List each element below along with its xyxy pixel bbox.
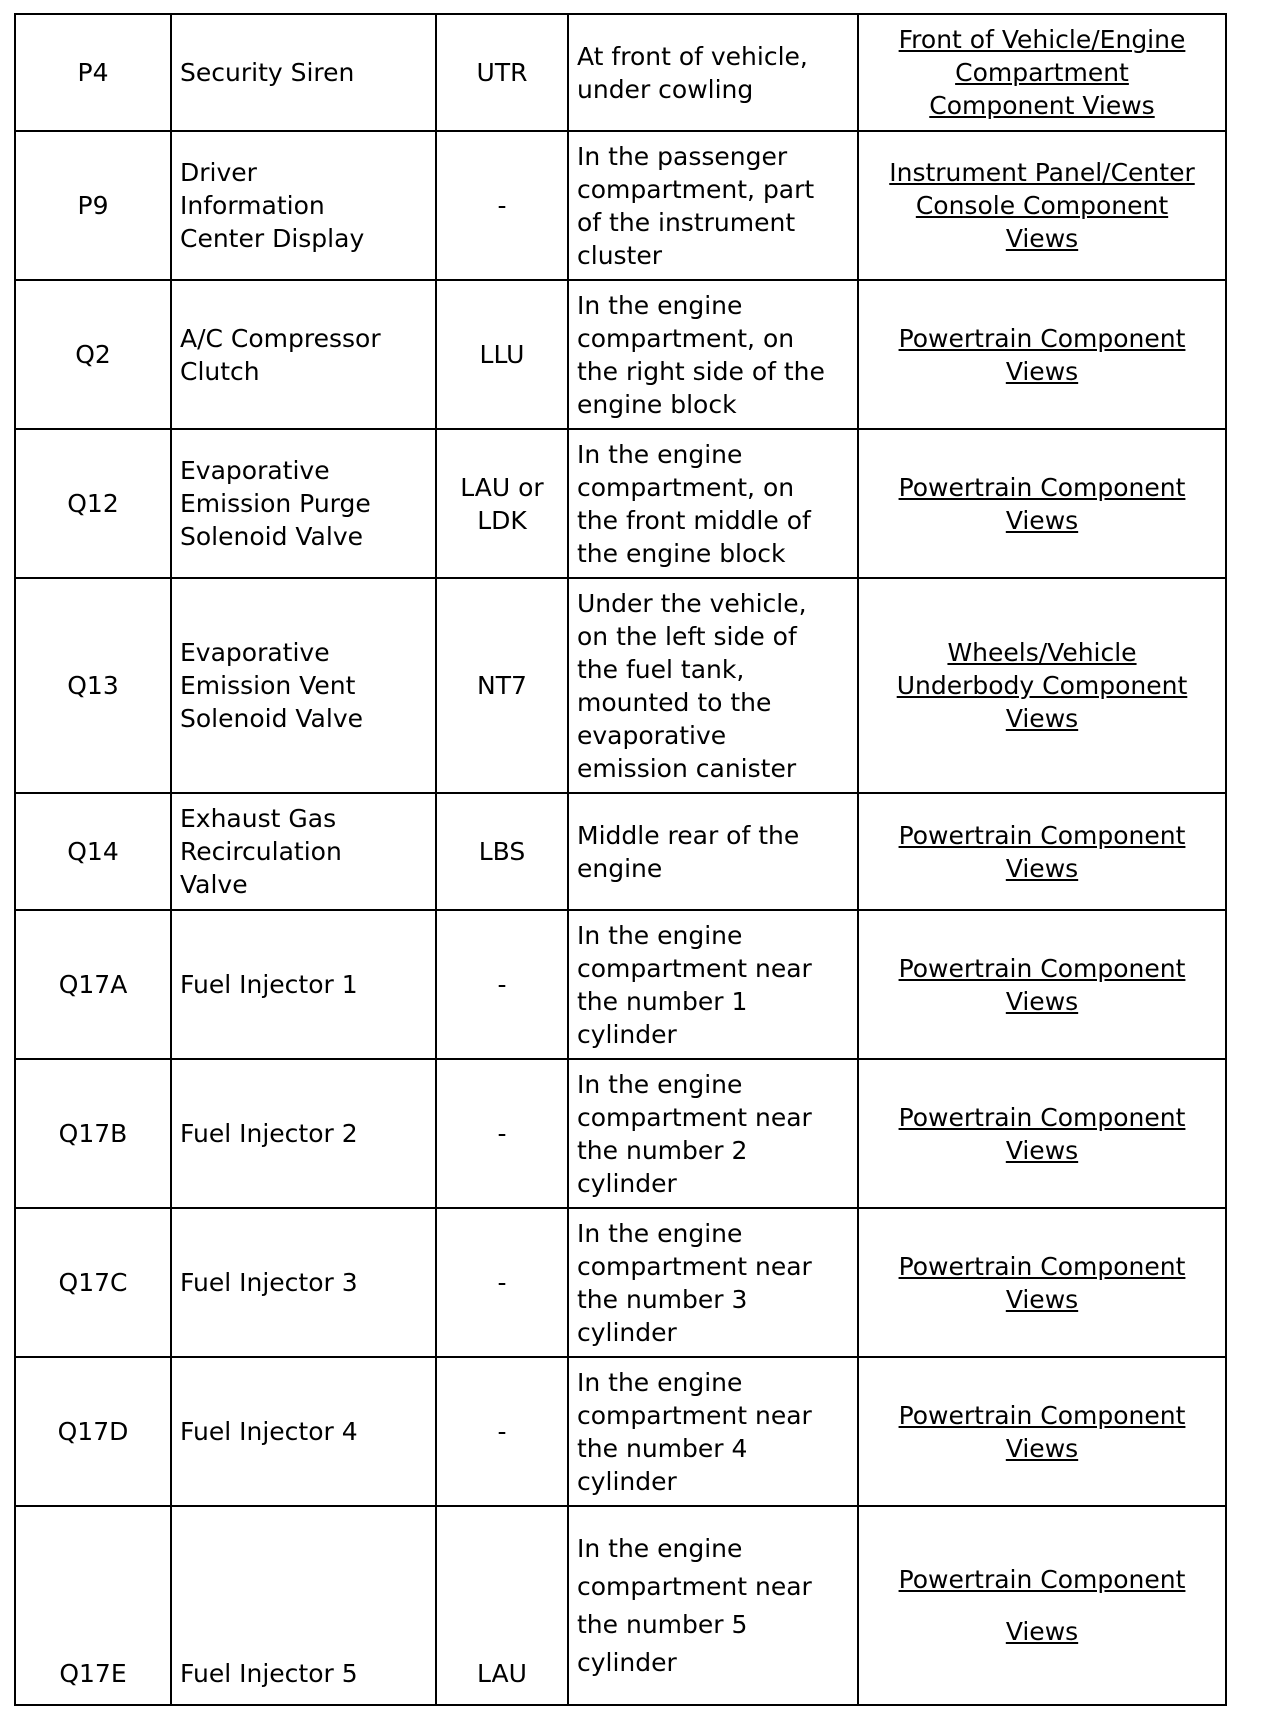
location-cell xyxy=(568,910,858,1059)
component-view-link-line: Component Views xyxy=(929,91,1155,120)
table-row xyxy=(15,131,1226,280)
connector-option-cell xyxy=(436,1357,568,1506)
connector-option-cell xyxy=(436,1059,568,1208)
component-view-link-line: Powertrain Component xyxy=(898,820,1186,850)
component-view-link-line: Views xyxy=(1005,1284,1079,1314)
location-line: the right side of the xyxy=(577,356,825,386)
component-view-cell xyxy=(858,1208,1226,1357)
connector-option-cell xyxy=(436,910,568,1059)
location-cell xyxy=(568,1059,858,1208)
table-row xyxy=(15,1357,1226,1506)
component-view-link-line: Instrument Panel/Center xyxy=(889,158,1195,187)
location-line: of the instrument xyxy=(577,207,796,237)
component-id-cell: Q13 xyxy=(15,578,171,793)
connector-option-cell xyxy=(436,1506,568,1705)
component-view-link[interactable] xyxy=(899,1565,1186,1646)
location-line: engine block xyxy=(577,389,737,419)
component-view-link[interactable] xyxy=(899,473,1186,535)
location-cell xyxy=(568,1506,858,1705)
component-view-link[interactable] xyxy=(899,821,1186,883)
location-line: engine xyxy=(577,853,663,883)
table-row xyxy=(15,793,1226,910)
location-line: emission canister xyxy=(577,753,797,783)
location-line: At front of vehicle, xyxy=(577,41,808,71)
location-cell xyxy=(568,1208,858,1357)
component-view-link[interactable] xyxy=(899,1252,1186,1314)
component-view-link[interactable] xyxy=(899,324,1186,386)
component-locator-table xyxy=(14,13,1227,1706)
location-cell xyxy=(568,14,858,131)
location-line: Middle rear of the xyxy=(577,820,800,850)
location-line: on the left side of xyxy=(577,621,797,651)
component-id-cell: Q17C xyxy=(15,1208,171,1357)
location-line: In the engine xyxy=(577,1069,743,1099)
location-cell xyxy=(568,429,858,578)
component-view-cell xyxy=(858,429,1226,578)
component-name-line: Driver xyxy=(180,158,257,187)
connector-option-line: LAU or xyxy=(460,472,544,502)
component-view-cell xyxy=(858,1506,1226,1705)
location-line: In the engine xyxy=(577,1367,743,1397)
component-name-cell xyxy=(171,14,436,131)
location-cell xyxy=(568,578,858,793)
component-name-line: Evaporative xyxy=(180,456,330,485)
component-view-link-line: Views xyxy=(1005,853,1079,883)
component-id-cell: Q17A xyxy=(15,910,171,1059)
component-name-line: A/C Compressor xyxy=(180,323,381,353)
location-line: evaporative xyxy=(577,720,727,750)
component-view-link[interactable] xyxy=(899,1401,1186,1463)
component-name-line: Fuel Injector 3 xyxy=(180,1268,358,1297)
table-row xyxy=(15,1208,1226,1357)
table-row xyxy=(15,1506,1226,1705)
location-line: cylinder xyxy=(577,1466,677,1496)
location-line: cylinder xyxy=(577,1647,677,1677)
component-name-line: Fuel Injector 4 xyxy=(180,1417,358,1446)
component-view-link-line: Console Component xyxy=(915,191,1169,220)
component-id-cell: Q14 xyxy=(15,793,171,910)
table-row xyxy=(15,910,1226,1059)
connector-option-line: UTR xyxy=(476,58,528,87)
component-id-cell: Q17E xyxy=(15,1506,171,1705)
connector-option-line: - xyxy=(497,1268,507,1297)
connector-option-cell xyxy=(436,1208,568,1357)
component-name-line: Solenoid Valve xyxy=(180,704,363,733)
location-line: mounted to the xyxy=(577,687,772,717)
component-name-line: Center Display xyxy=(180,224,365,253)
connector-option-line: LBS xyxy=(478,837,526,866)
component-name-line: Fuel Injector 1 xyxy=(180,970,358,999)
component-view-cell xyxy=(858,578,1226,793)
location-line: under cowling xyxy=(577,74,754,104)
location-line: compartment near xyxy=(577,953,812,983)
component-view-cell xyxy=(858,910,1226,1059)
connector-option-cell xyxy=(436,578,568,793)
component-view-link[interactable] xyxy=(889,158,1195,253)
component-view-link-line: Compartment xyxy=(955,58,1129,87)
connector-option-line: LAU xyxy=(477,1659,527,1688)
location-line: cylinder xyxy=(577,1019,677,1049)
component-view-link-line: Views xyxy=(1005,1616,1079,1646)
component-id-cell: Q2 xyxy=(15,280,171,429)
location-line: the number 2 xyxy=(577,1135,748,1165)
connector-option-cell xyxy=(436,280,568,429)
component-name-line: Emission Vent xyxy=(180,671,356,700)
connector-option-cell xyxy=(436,429,568,578)
connector-option-cell xyxy=(436,793,568,910)
component-view-link-line: Powertrain Component xyxy=(898,1400,1186,1430)
component-view-link[interactable] xyxy=(899,1103,1186,1165)
table-row xyxy=(15,14,1226,131)
component-view-link[interactable] xyxy=(899,25,1186,120)
component-view-link-line: Powertrain Component xyxy=(898,323,1186,353)
connector-option-line: LLU xyxy=(479,340,525,369)
location-line: compartment near xyxy=(577,1102,812,1132)
component-id-cell: Q12 xyxy=(15,429,171,578)
component-name-cell xyxy=(171,1208,436,1357)
component-view-cell xyxy=(858,793,1226,910)
table-row xyxy=(15,1059,1226,1208)
location-line: compartment near xyxy=(577,1251,812,1281)
location-line: Under the vehicle, xyxy=(577,588,807,618)
connector-option-line: - xyxy=(497,970,507,999)
location-line: In the engine xyxy=(577,1533,743,1563)
location-cell xyxy=(568,131,858,280)
component-view-cell xyxy=(858,131,1226,280)
location-line: the number 1 xyxy=(577,986,748,1016)
component-view-link-line: Powertrain Component xyxy=(898,1564,1186,1594)
connector-option-line: - xyxy=(497,1417,507,1446)
component-name-line: Emission Purge xyxy=(180,489,371,518)
location-line: In the engine xyxy=(577,920,743,950)
component-view-link[interactable] xyxy=(897,638,1188,733)
location-line: the number 3 xyxy=(577,1284,748,1314)
component-view-link-line: Powertrain Component xyxy=(898,472,1186,502)
component-id-cell: Q17D xyxy=(15,1357,171,1506)
component-name-cell xyxy=(171,429,436,578)
component-name-line: Evaporative xyxy=(180,638,330,667)
component-id-cell: Q17B xyxy=(15,1059,171,1208)
component-view-link-line: Views xyxy=(1005,986,1079,1016)
connector-option-cell xyxy=(436,14,568,131)
location-line: cylinder xyxy=(577,1168,677,1198)
table-body xyxy=(15,14,1226,1705)
location-line: the fuel tank, xyxy=(577,654,745,684)
component-name-cell xyxy=(171,910,436,1059)
component-view-link-line: Powertrain Component xyxy=(898,1102,1186,1132)
component-view-link-line: Views xyxy=(1005,1433,1079,1463)
table-row xyxy=(15,280,1226,429)
connector-option-cell xyxy=(436,131,568,280)
location-line: the front middle of xyxy=(577,505,811,535)
component-view-link-line: Views xyxy=(1005,704,1079,733)
location-line: cluster xyxy=(577,240,663,270)
location-line: the number 4 xyxy=(577,1433,748,1463)
component-view-cell xyxy=(858,1059,1226,1208)
component-name-cell xyxy=(171,131,436,280)
location-line: In the engine xyxy=(577,1218,743,1248)
location-line: compartment, part xyxy=(577,174,815,204)
component-view-link-line: Views xyxy=(1005,1135,1079,1165)
component-name-line: Clutch xyxy=(180,356,260,386)
location-cell xyxy=(568,793,858,910)
component-name-line: Solenoid Valve xyxy=(180,522,363,551)
component-name-cell xyxy=(171,1059,436,1208)
component-view-link-line: Wheels/Vehicle xyxy=(947,638,1137,667)
connector-option-line: - xyxy=(497,1119,507,1148)
location-line: the engine block xyxy=(577,538,786,568)
component-id-cell: P9 xyxy=(15,131,171,280)
location-cell xyxy=(568,280,858,429)
table-row xyxy=(15,429,1226,578)
component-view-link-line: Underbody Component xyxy=(896,671,1188,700)
component-view-link[interactable] xyxy=(899,954,1186,1016)
component-name-line: Exhaust Gas xyxy=(180,804,337,833)
component-name-line: Valve xyxy=(180,870,248,899)
location-line: In the engine xyxy=(577,290,743,320)
connector-option-line: LDK xyxy=(477,505,527,535)
component-name-cell xyxy=(171,280,436,429)
table-row xyxy=(15,578,1226,793)
component-view-link-line: Powertrain Component xyxy=(898,1251,1186,1281)
connector-option-line: - xyxy=(497,191,507,220)
location-line: cylinder xyxy=(577,1317,677,1347)
connector-option-line: NT7 xyxy=(477,671,527,700)
location-line: In the passenger xyxy=(577,141,788,171)
component-view-cell xyxy=(858,1357,1226,1506)
location-line: compartment near xyxy=(577,1400,812,1430)
location-line: the number 5 xyxy=(577,1609,748,1639)
component-view-link-line: Views xyxy=(1005,356,1079,386)
component-name-cell xyxy=(171,578,436,793)
component-name-line: Information xyxy=(180,191,325,220)
component-name-line: Fuel Injector 5 xyxy=(180,1659,358,1688)
location-line: compartment near xyxy=(577,1571,812,1601)
component-view-cell xyxy=(858,14,1226,131)
component-name-line: Security Siren xyxy=(180,58,355,87)
component-name-cell xyxy=(171,793,436,910)
component-view-link-line: Front of Vehicle/Engine xyxy=(898,25,1186,54)
location-line: compartment, on xyxy=(577,472,795,502)
location-line: In the engine xyxy=(577,439,743,469)
component-view-cell xyxy=(858,280,1226,429)
component-id-cell: P4 xyxy=(15,14,171,131)
component-view-link-line: Views xyxy=(1005,224,1079,253)
component-name-cell xyxy=(171,1506,436,1705)
component-view-link-line: Views xyxy=(1005,505,1079,535)
component-name-line: Recirculation xyxy=(180,837,342,866)
component-name-line: Fuel Injector 2 xyxy=(180,1119,358,1148)
location-line: compartment, on xyxy=(577,323,795,353)
component-view-link-line: Powertrain Component xyxy=(898,953,1186,983)
component-name-cell xyxy=(171,1357,436,1506)
location-cell xyxy=(568,1357,858,1506)
